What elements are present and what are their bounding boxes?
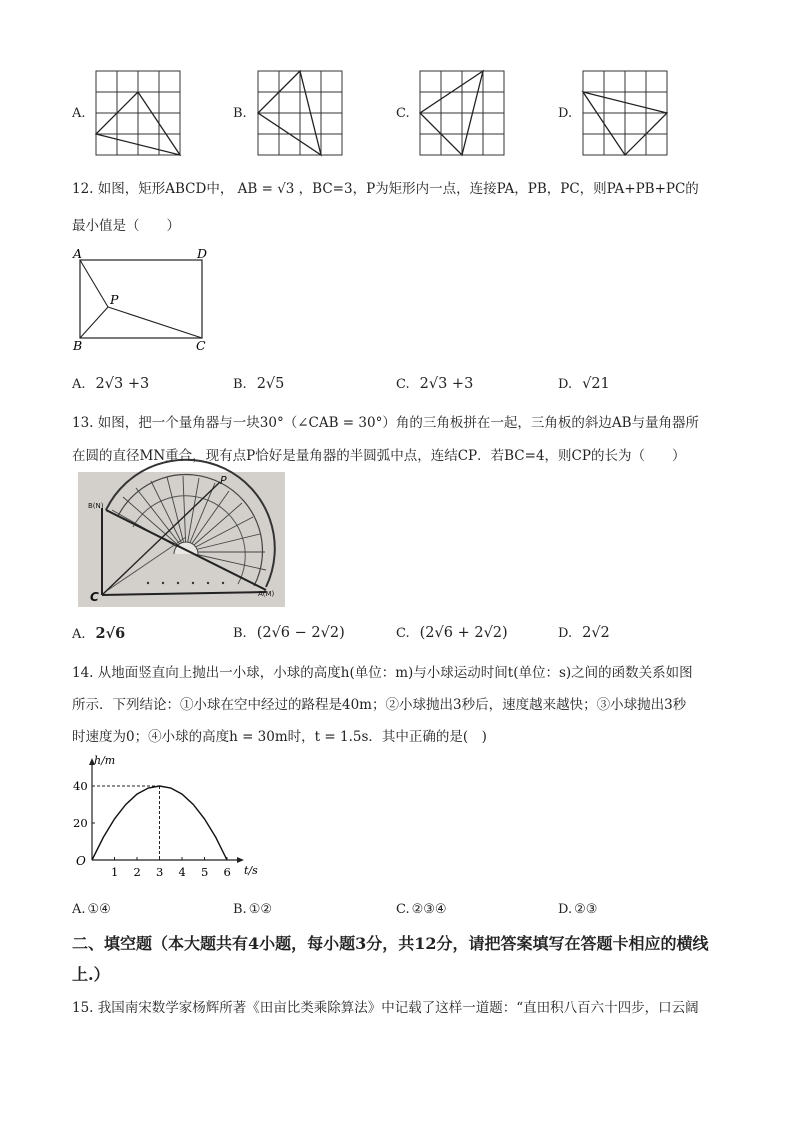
y-tick-label: 40 xyxy=(73,779,88,793)
q12-label-d: D xyxy=(197,246,208,261)
photo-label-c: C xyxy=(90,590,99,604)
q14-option-b: B. ①② xyxy=(233,902,272,917)
q12-option-c: C. 2√3 +3 xyxy=(396,376,474,392)
q14-height-time-chart xyxy=(70,752,270,882)
q14-option-d: D. ②③ xyxy=(558,902,598,917)
q14-option-c: C. ②③④ xyxy=(396,902,447,917)
q15-text-line1: 15. 我国南宋数学家杨辉所著《田亩比类乘除算法》中记载了这样一道题：“直田积八百六十四步，口云阔 xyxy=(72,1000,699,1016)
q11-grid-a xyxy=(96,71,180,155)
q13-option-a: A. 2√6 xyxy=(72,625,126,642)
q12-option-d: D. √21 xyxy=(558,376,610,392)
photo-label-a: A(M) xyxy=(258,590,275,598)
y-tick-label: 20 xyxy=(73,816,88,830)
q14-text-line2: 所示．下列结论：①小球在空中经过的路程是40m；②小球抛出3秒后，速度越来越快；③小球抛出3秒 xyxy=(72,697,687,713)
q14-option-a: A. ①④ xyxy=(72,902,111,917)
x-tick-label: 4 xyxy=(178,865,186,879)
q12-text-line1: 12. 如图，矩形ABCD中， AB = √3 ，BC=3，P为矩形内一点，连接PA，PB，PC，则PA+PB+PC的 xyxy=(72,181,699,197)
q11-option-a-letter: A. xyxy=(72,106,86,121)
q12-text-line2: 最小值是（ ） xyxy=(72,218,180,234)
photo-label-p: P xyxy=(220,474,227,487)
photo-label-b: B(N) xyxy=(88,502,104,510)
q12-option-b: B. 2√5 xyxy=(233,376,285,392)
q11-option-b-letter: B. xyxy=(233,106,247,121)
x-tick-label: 2 xyxy=(133,865,141,879)
section2-heading-line2: 上.） xyxy=(72,965,110,984)
y-axis-label: h/m xyxy=(94,754,116,767)
q13-option-b: B. (2√6 − 2√2) xyxy=(233,625,345,641)
protractor-photo xyxy=(78,472,285,607)
q11-option-d-letter: D. xyxy=(558,106,573,121)
q14-text-line3: 时速度为0；④小球的高度h = 30m时，t = 1.5s．其中正确的是( ) xyxy=(72,729,487,745)
x-axis-arrow xyxy=(237,857,244,863)
x-tick-label: 3 xyxy=(156,865,164,879)
q11-option-c-letter: C. xyxy=(396,106,410,121)
x-tick-label: 5 xyxy=(201,865,209,879)
q12-label-b: B xyxy=(73,338,83,353)
q12-option-a: A. 2√3 +3 xyxy=(72,376,150,392)
q14-text-line1: 14. 从地面竖直向上抛出一小球，小球的高度h(单位：m)与小球运动时间t(单位：s)之间的函数关系如图 xyxy=(72,665,693,681)
x-axis-label: t/s xyxy=(244,864,258,877)
origin-label: O xyxy=(76,854,86,868)
x-tick-label: 6 xyxy=(223,865,231,879)
q13-text-line1: 13. 如图，把一个量角器与一块30°（∠CAB = 30°）角的三角板拼在一起，三角板的斜边AB与量角器所 xyxy=(72,415,699,431)
q12-label-c: C xyxy=(196,338,206,353)
q11-grid-c xyxy=(420,71,504,155)
q12-label-p: P xyxy=(110,292,119,307)
x-tick-label: 1 xyxy=(111,865,119,879)
q12-label-a: A xyxy=(73,246,83,261)
q11-grid-b xyxy=(258,71,342,155)
section2-heading-line1: 二、填空题（本大题共有4小题，每小题3分，共12分，请把答案填写在答题卡相应的横线 xyxy=(72,934,709,953)
q13-option-c: C. (2√6 + 2√2) xyxy=(396,625,508,641)
q13-option-d: D. 2√2 xyxy=(558,625,610,641)
q11-grid-d xyxy=(583,71,667,155)
q12-rectangle-figure xyxy=(70,246,220,356)
q13-text-line2: 在圆的直径MN重合，现有点P恰好是量角器的半圆弧中点，连结CP．若BC=4，则CP的长为（ ） xyxy=(72,448,686,464)
